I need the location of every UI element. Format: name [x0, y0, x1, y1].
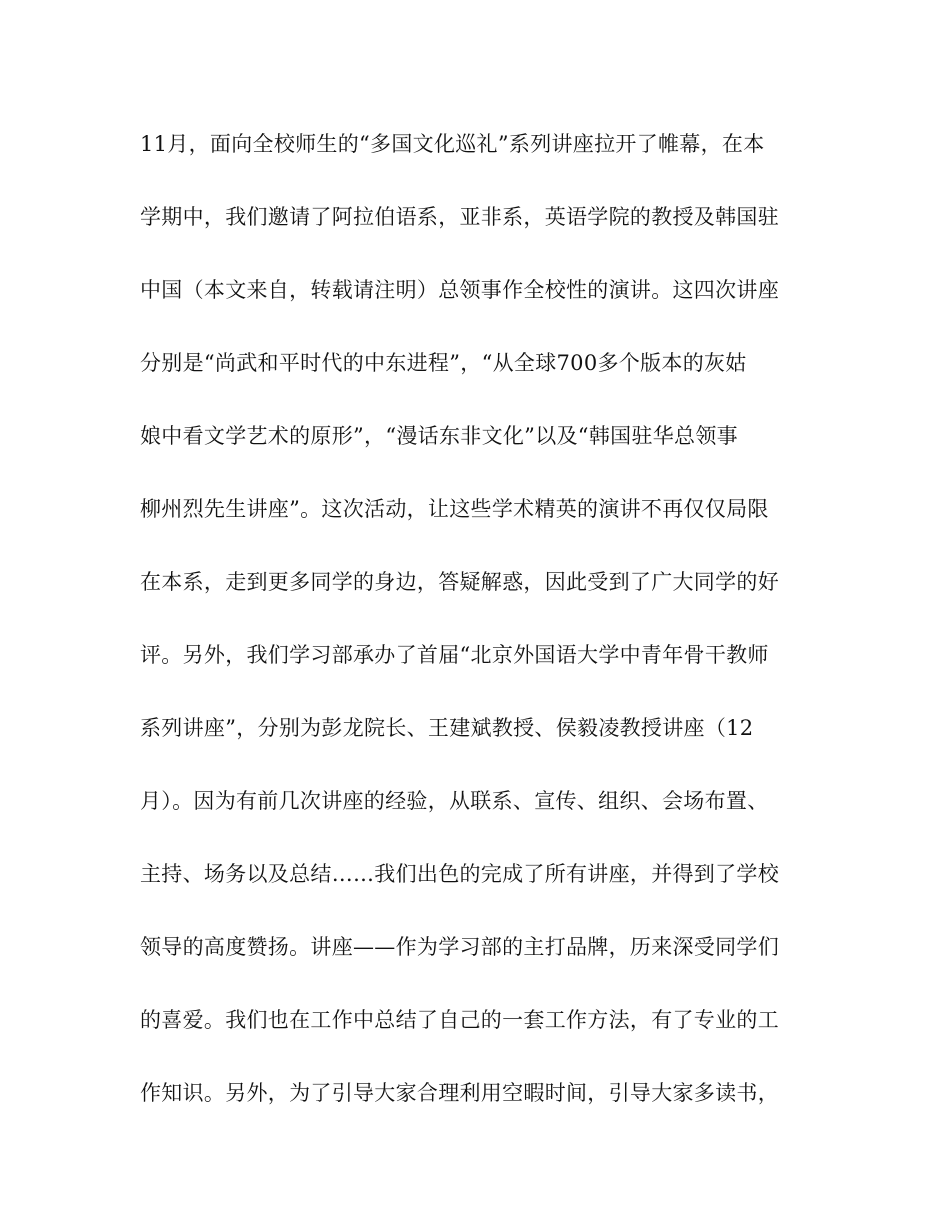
text-line: 的喜爱。我们也在工作中总结了自己的一套工作方法，有了专业的工 [140, 1008, 779, 1032]
text-line: 领导的高度赞扬。讲座——作为学习部的主打品牌，历来深受同学们 [140, 935, 779, 959]
text-line: 在本系，走到更多同学的身边，答疑解惑，因此受到了广大同学的好 [140, 570, 779, 594]
text-line: 作知识。另外，为了引导大家合理利用空暇时间，引导大家多读书， [140, 1081, 779, 1105]
text-line: 月）。因为有前几次讲座的经验，从联系、宣传、组织、会场布置、 [140, 789, 769, 813]
text-line: 主持、场务以及总结……我们出色的完成了所有讲座，并得到了学校 [140, 862, 779, 886]
text-line: 娘中看文学艺术的原形”，“漫话东非文化”以及“韩国驻华总领事 [140, 424, 738, 448]
text-line: 系列讲座”，分别为彭龙院长、王建斌教授、侯毅凌教授讲座（12 [140, 716, 754, 740]
text-line: 评。另外，我们学习部承办了首届“北京外国语大学中青年骨干教师 [140, 643, 769, 667]
text-line: 中国（本文来自，转载请注明）总领事作全校性的演讲。这四次讲座 [140, 278, 779, 302]
text-line: 学期中，我们邀请了阿拉伯语系，亚非系，英语学院的教授及韩国驻 [140, 205, 779, 229]
text-line: 分别是“尚武和平时代的中东进程”，“从全球700多个版本的灰姑 [140, 351, 747, 375]
text-line: 11月，面向全校师生的“多国文化巡礼”系列讲座拉开了帷幕，在本 [140, 132, 765, 156]
body-paragraph [140, 124, 820, 1146]
text-line: 柳州烈先生讲座”。这次活动，让这些学术精英的演讲不再仅仅局限 [140, 497, 769, 521]
